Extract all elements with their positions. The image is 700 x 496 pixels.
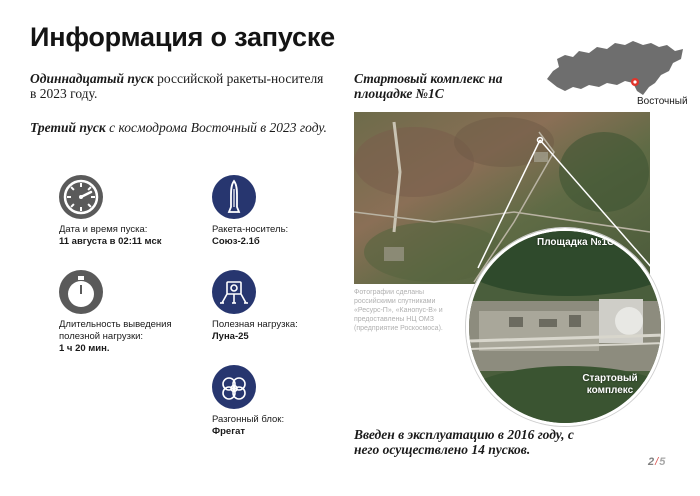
fact-duration-label: Длительность выведения полезной нагрузки: xyxy=(59,319,172,342)
fact-payload-label: Полезная нагрузка: xyxy=(212,319,298,330)
page-total: 5 xyxy=(659,456,666,468)
intro-cosmodrome-rest: с космодрома Восточный в 2023 году. xyxy=(105,120,327,135)
launch-site-title: Стартовый комплекс на площадке №1С xyxy=(354,71,503,101)
zoom-label-complex: Стартовый комплекс xyxy=(582,373,638,396)
photo-credit: Фотографии сделаны российскими спутниками «Ресурс-П», «Канопус-В» и предоставлены НЦ ОМЗ (предприятие Роскосмоса). xyxy=(354,289,443,332)
page-current: 2 xyxy=(648,456,655,468)
fact-upper-stage-value: Фрегат xyxy=(212,426,246,437)
fact-payload-value: Луна-25 xyxy=(212,331,249,342)
intro-launch-count-bold: Одиннадцатый пуск xyxy=(30,71,154,86)
site-commission-note: Введен в эксплуатацию в 2016 году, с него осуществлено 14 пусков. xyxy=(354,427,574,457)
intro-launch-count-rest: российской ракеты-носителя в 2023 году. xyxy=(30,71,324,101)
zoom-label-pad: Площадка №1С xyxy=(537,237,615,248)
page-title: Информация о запуске xyxy=(30,22,335,52)
page-number xyxy=(648,456,665,468)
zoom-circle-photo xyxy=(466,228,664,426)
fact-launch-time-label: Дата и время пуска: xyxy=(59,224,148,235)
fact-duration-value: 1 ч 20 мин. xyxy=(59,343,110,354)
fact-launch-time-value: 11 августа в 02:11 мск xyxy=(59,236,162,247)
map-label-vostochny: Восточный xyxy=(637,96,688,107)
intro-cosmodrome-bold: Третий пуск xyxy=(30,120,106,135)
fact-rocket-label: Ракета-носитель: xyxy=(212,224,289,235)
page-separator: / xyxy=(655,456,659,468)
fact-upper-stage-label: Разгонный блок: xyxy=(212,414,285,425)
fact-rocket-value: Союз-2.1б xyxy=(212,236,260,247)
